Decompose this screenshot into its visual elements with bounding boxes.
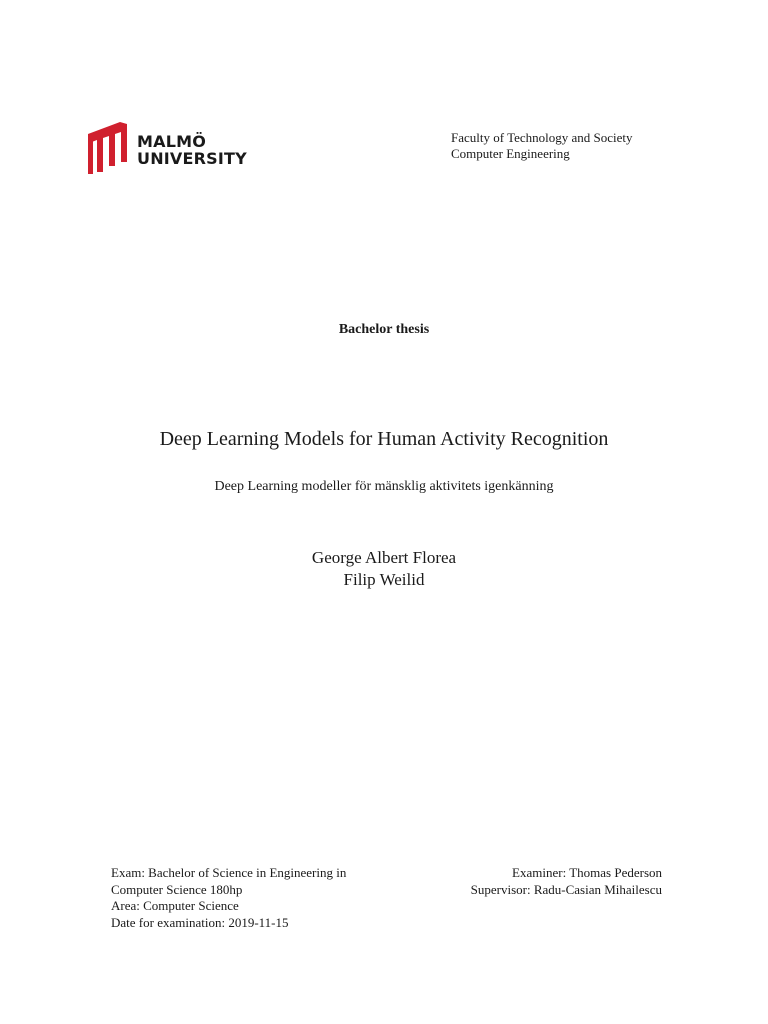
university-logo [87, 122, 257, 178]
exam-info-block [111, 865, 346, 931]
supervision-block [471, 865, 662, 898]
malmo-logo-mark-icon [87, 122, 133, 178]
area-line: Area: Computer Science [111, 898, 239, 913]
faculty-name: Faculty of Technology and Society [451, 130, 633, 145]
author-name: George Albert Florea [311, 548, 457, 567]
author-name: Filip Weilid [343, 570, 425, 589]
supervisor-line: Supervisor: Radu-Casian Mihailescu [470, 881, 662, 897]
thesis-subtitle: Deep Learning modeller för mänsklig aktivitets igenkänning [214, 479, 554, 494]
examiner-line: Examiner: Thomas Pederson [512, 865, 662, 880]
thesis-type: Bachelor thesis [338, 322, 430, 337]
exam-line-continued: Computer Science 180hp [111, 881, 243, 897]
exam-line: Exam: Bachelor of Science in Engineering in [111, 865, 347, 880]
exam-date-line: Date for examination: 2019-11-15 [111, 914, 289, 930]
logo-wordmark [137, 133, 247, 167]
authors-block [0, 547, 768, 591]
department-name: Computer Engineering [451, 146, 570, 161]
logo-line-malmo: MALMÖ [137, 132, 207, 151]
thesis-title: Deep Learning Models for Human Activity Recognition [159, 428, 609, 450]
faculty-block [451, 130, 633, 162]
logo-line-university: UNIVERSITY [137, 149, 247, 168]
